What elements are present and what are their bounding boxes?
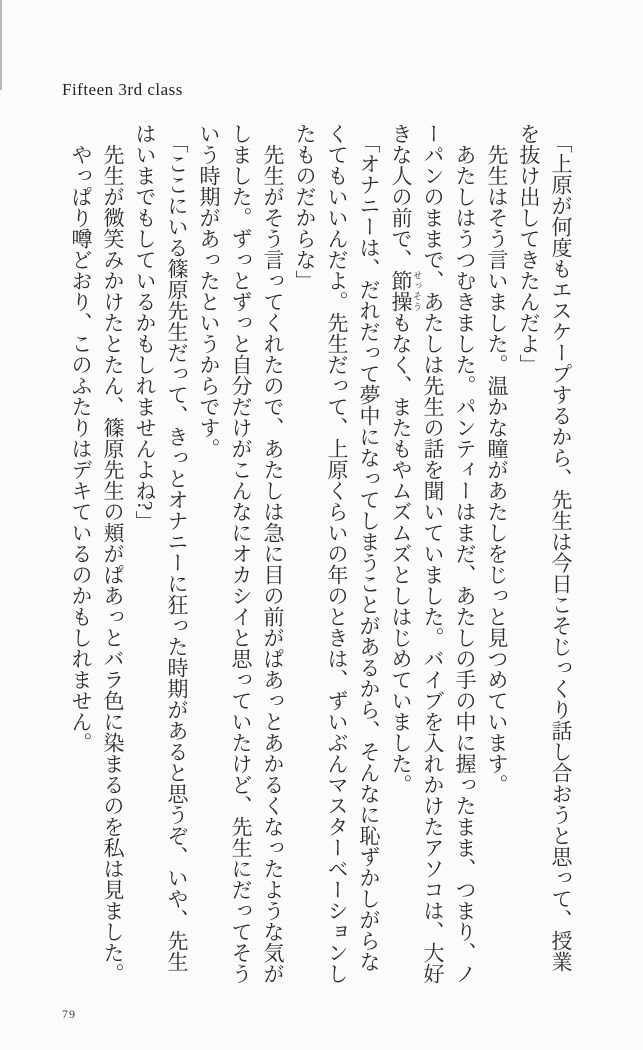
- furigana-base: 節操: [389, 270, 413, 312]
- paragraph-body-5: やっぱり噂どおり、このふたりはデキているのかもしれません。: [69, 144, 93, 753]
- paragraph-body-1: 先生はそう言いました。温かな瞳があたしをじっと見つめています。: [485, 144, 509, 795]
- furigana-text: せっそう: [412, 270, 422, 312]
- vertical-text-block: [63, 123, 577, 991]
- paragraph-body-2-post: もなく、またもやムズムズとしはじめていました。: [389, 312, 413, 795]
- paragraph-quote-3: 「ここにいる篠原先生だって、きっとオナニーに狂った時期があると思うぞ、いや、先生はいまでもしているかもしれませんよね?」: [133, 123, 189, 973]
- paragraph-body-4: 先生が微笑みかけたとたん、篠原先生の頬がぱあっとバラ色に染まるのを私は見ました。: [101, 144, 125, 984]
- paragraph-body-2: [385, 123, 481, 991]
- running-header: Fifteen 3rd class: [62, 80, 183, 99]
- paragraph-body-2-pre: あたしはうつむきました。パンティーはまだ、あたしの手の中に握ったまま、つまり、ノーパンのままで、あたしは先生の話を聞いていました。バイブを入れかけたアソコは、大好きな人の前で、: [389, 123, 477, 984]
- paragraph-body-3: 先生がそう言ってくれたので、あたしは急に目の前がぱあっとあかるくなったような気がしました。ずっとずっと自分だけがこんなにオカシイと思っていたけど、先生にだってそういう時期があったというからです。: [197, 123, 285, 984]
- scan-edge-artifact: [0, 0, 2, 90]
- page-number: 79: [62, 1007, 76, 1021]
- paragraph-quote-1: 「上原が何度もエスケープするから、先生は今日こそじっくり話し合おうと思って、授業を抜け出してきたんだよ」: [517, 123, 573, 973]
- furigana-ruby: [389, 270, 422, 312]
- paragraph-quote-2: 「オナニーは、だれだって夢中になってしまうことがあるから、そんなに恥ずかしがらなくてもいいんだよ。先生だって、上原くらいの年のときは、ずいぶんマスターベーションしたものだからな」: [293, 123, 381, 984]
